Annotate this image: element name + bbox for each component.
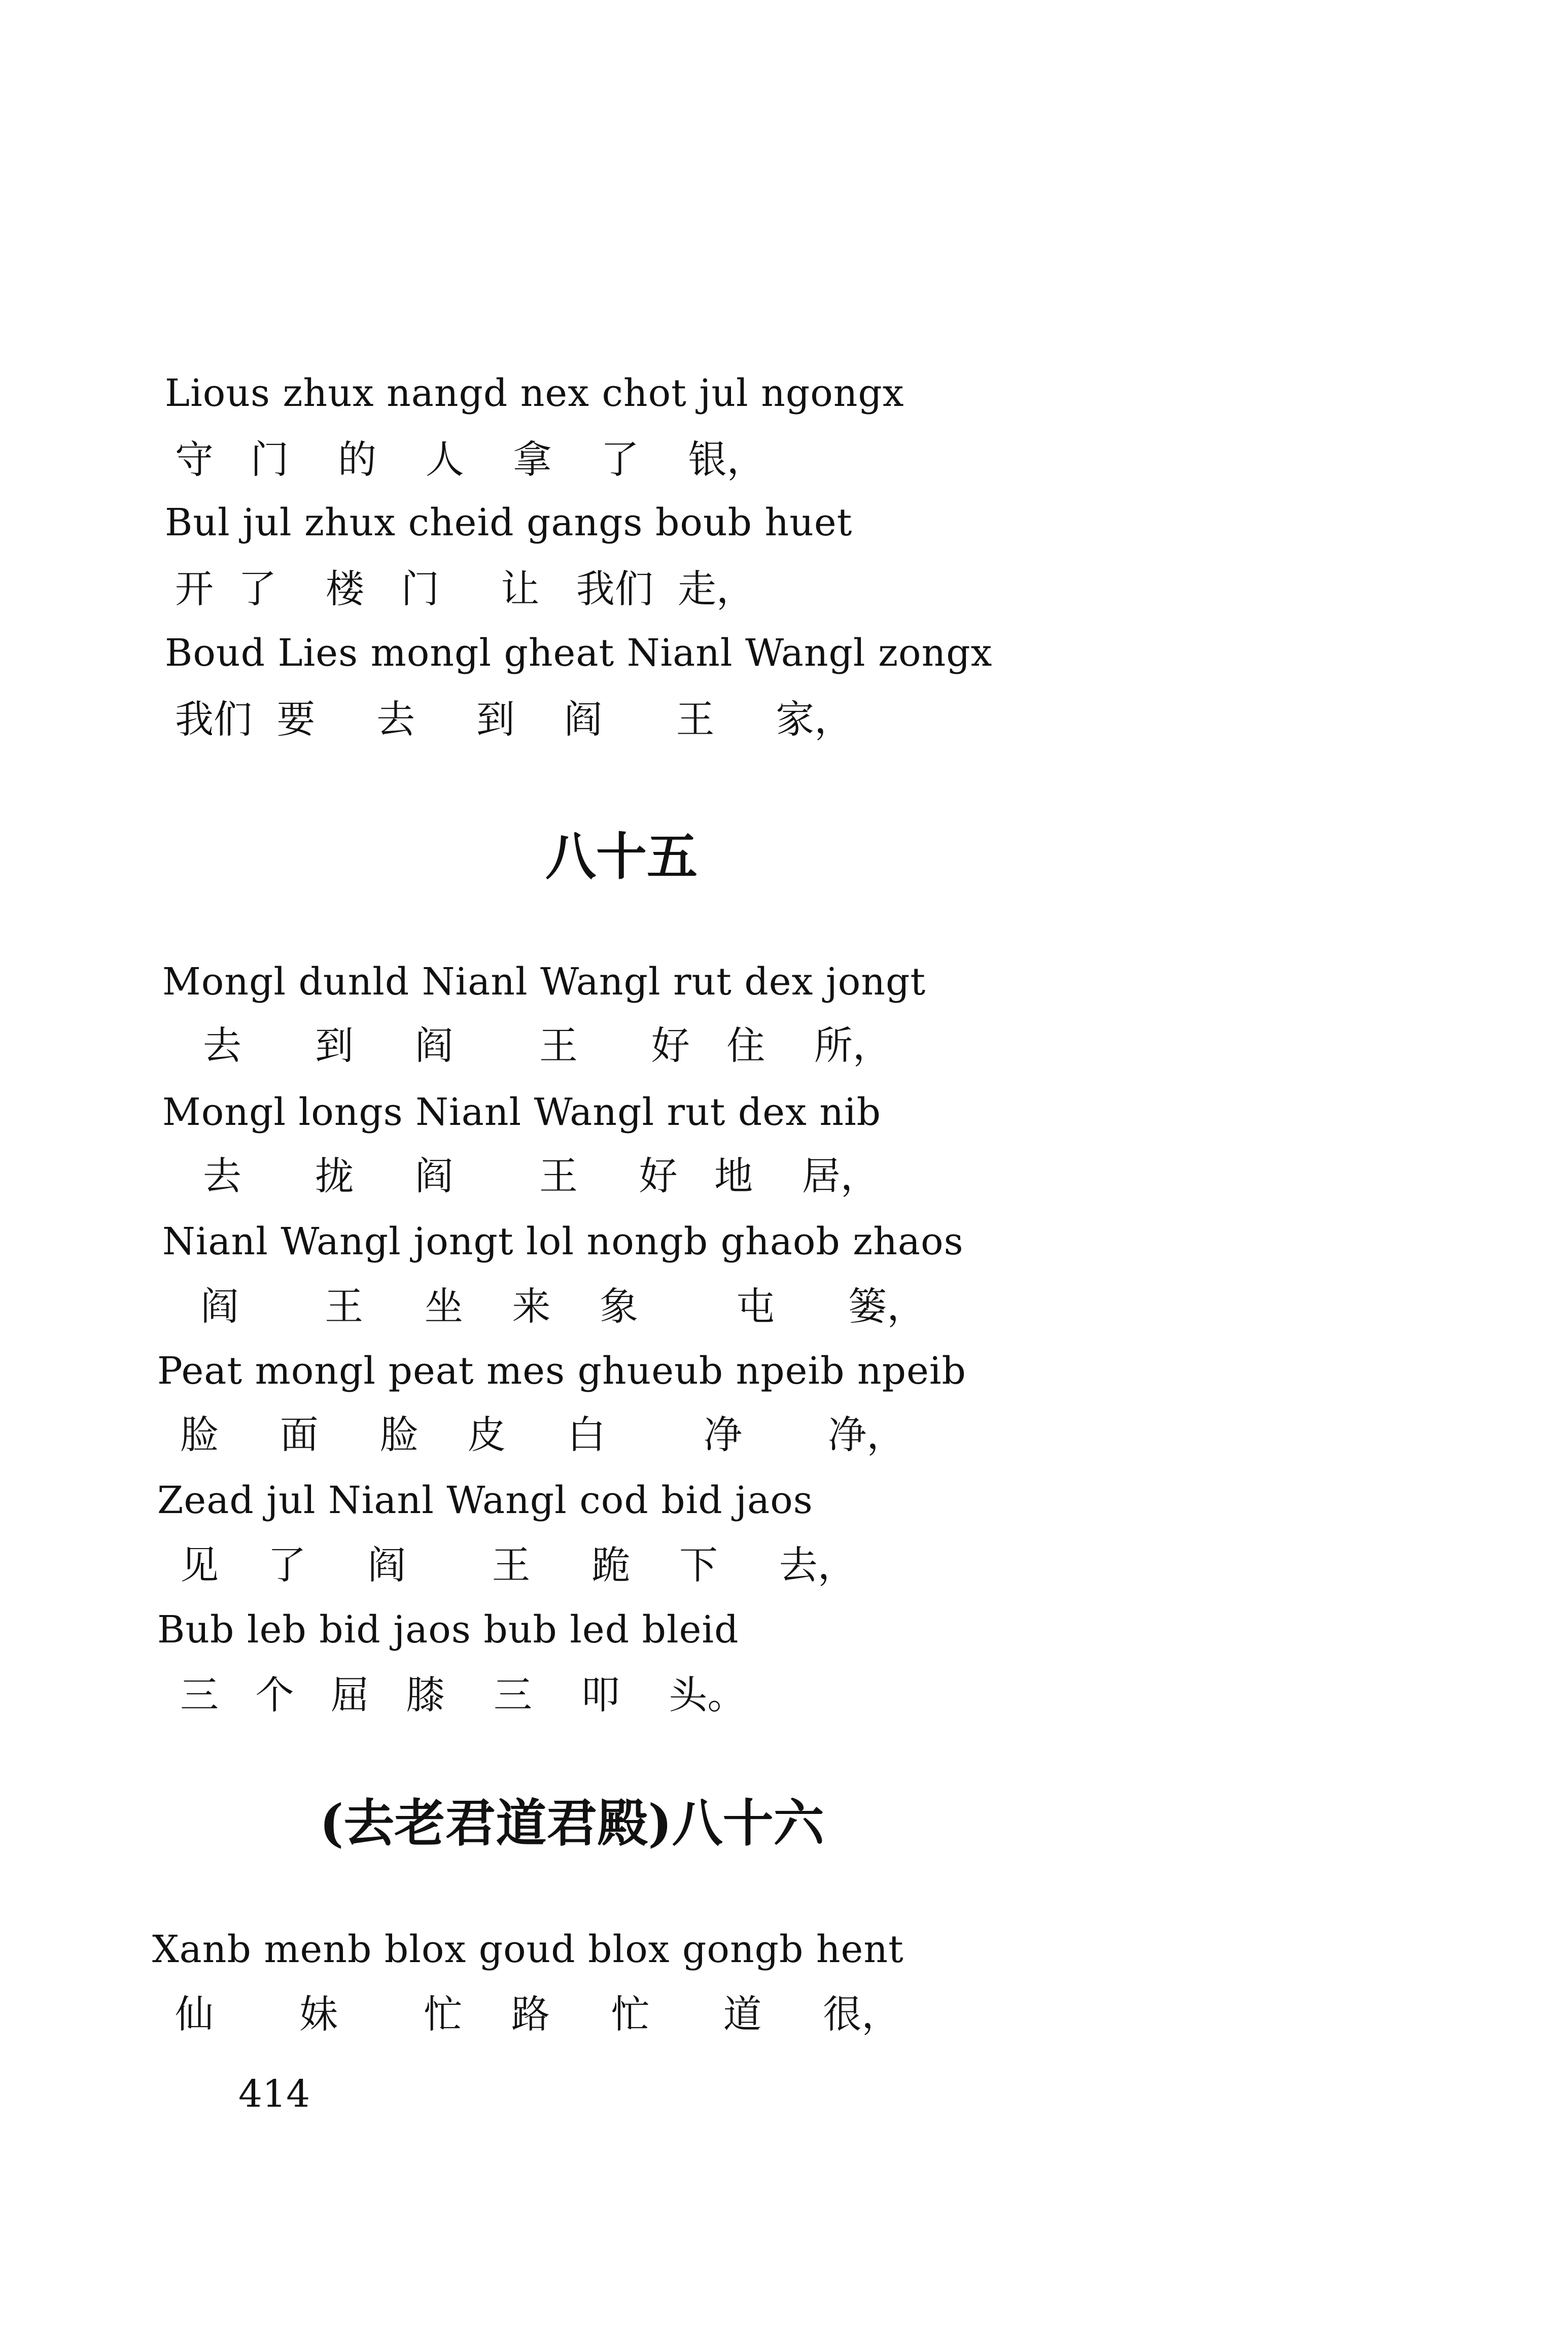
verse-romanization: Lious zhux nangd nex chot jul ngongx <box>165 371 904 415</box>
verse-chinese-gloss: 三 个 屈 膝 三 叩 头。 <box>180 1672 746 1718</box>
verse-romanization: Bub leb bid jaos bub led bleid <box>157 1608 739 1652</box>
verse-chinese-gloss: 脸 面 脸 皮 白 净 净， <box>180 1412 905 1457</box>
verse-chinese-gloss: 仙 妹 忙 路 忙 道 很， <box>175 1992 900 2037</box>
verse-romanization: Xanb menb blox goud blox gongb hent <box>152 1928 904 1971</box>
verse-chinese-gloss: 阎 王 坐 来 象 屯 篓， <box>200 1284 926 1329</box>
section-heading: 八十五 <box>545 827 698 886</box>
verse-chinese-gloss: 开 了 楼 门 让 我们 走， <box>175 566 755 611</box>
page-number: 414 <box>238 2072 310 2116</box>
verse-chinese-gloss: 我们 要 去 到 阎 王 家， <box>175 697 853 742</box>
verse-romanization: Nianl Wangl jongt lol nongb ghaob zhaos <box>162 1220 964 1263</box>
verse-romanization: Bul jul zhux cheid gangs boub huet <box>165 501 853 544</box>
verse-romanization: Zead jul Nianl Wangl cod bid jaos <box>157 1479 813 1522</box>
verse-chinese-gloss: 见 了 阎 王 跪 下 去， <box>180 1542 856 1588</box>
section-heading: (去老君道君殿)八十六 <box>320 1793 824 1853</box>
verse-chinese-gloss: 守 门 的 人 拿 了 银， <box>175 437 765 482</box>
verse-romanization: Peat mongl peat mes ghueub npeib npeib <box>157 1349 966 1393</box>
verse-chinese-gloss: 去 拢 阎 王 好 地 居， <box>203 1153 879 1198</box>
verse-romanization: Mongl dunld Nianl Wangl rut dex jongt <box>162 960 926 1004</box>
verse-romanization: Mongl longs Nianl Wangl rut dex nib <box>162 1090 882 1134</box>
verse-romanization: Boud Lies mongl gheat Nianl Wangl zongx <box>165 631 993 675</box>
verse-chinese-gloss: 去 到 阎 王 好 住 所， <box>203 1023 891 1068</box>
